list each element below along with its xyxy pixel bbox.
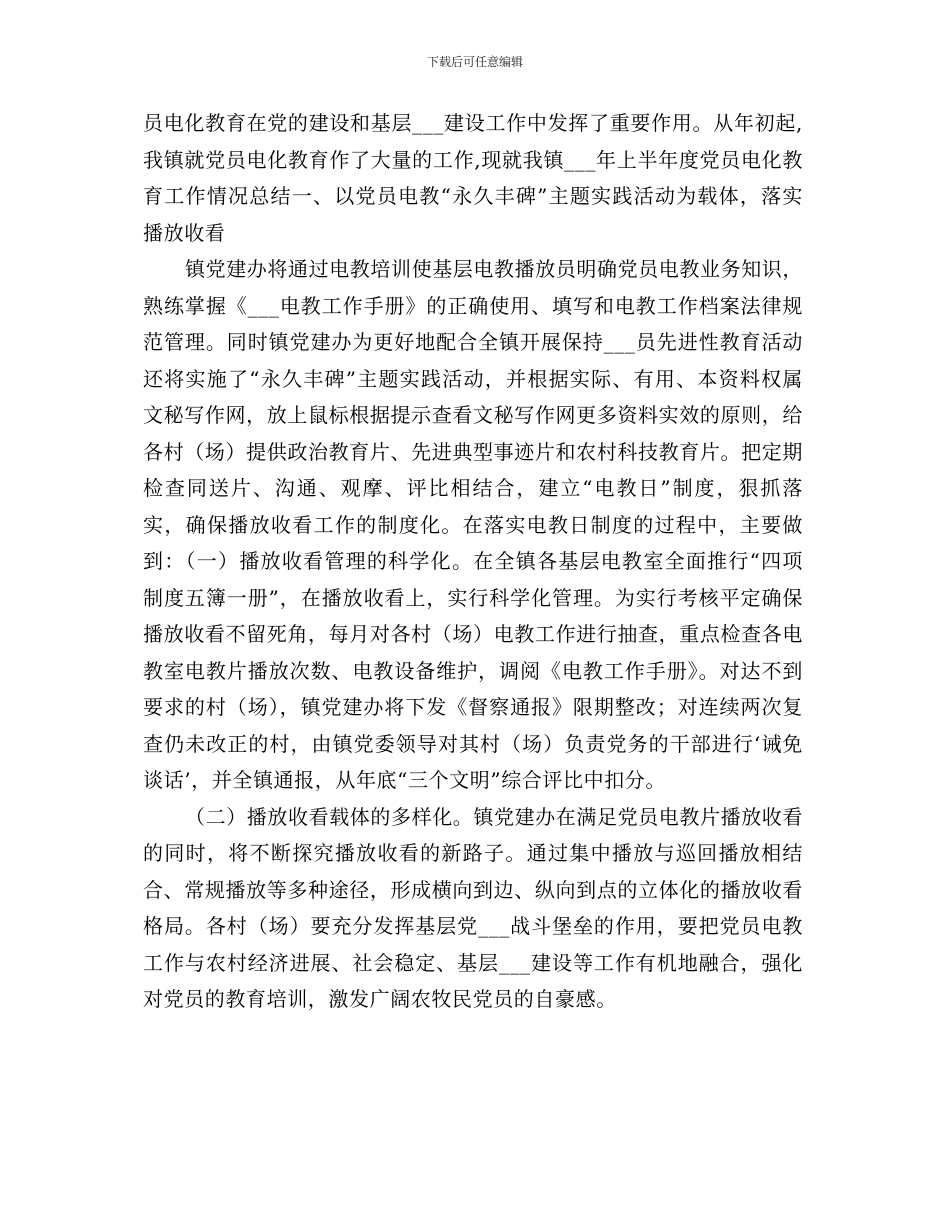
paragraph-main: 镇党建办将通过电教培训使基层电教播放员明确党员电教业务知识，熟练掌握《___电教工作手册》的正确使用、填写和电教工作档案法律规范管理。同时镇党建办为更好地配合全镇开展保持___员先进性教育活动还将实施了“永久丰碑”主题实践活动，并根据实际、有用、本资料权属文秘写作网，放上鼠标根据提示查看文秘写作网更多资料实效的原则，给各村（场）提供政治教育片、先进典型事迹片和农村科技教育片。把定期检查同送片、沟通、观摩、评比相结合，建立“电教日”制度，狠抓落实，确保播放收看工作的制度化。在落实电教日制度的过程中，主要做到：（一）播放收看管理的科学化。在全镇各基层电教室全面推行“四项制度五簿一册”，在播放收看上，实行科学化管理。为实行考核平定确保播放收看不留死角，每月对各村（场）电教工作进行抽查，重点检查各电教室电教片播放次数、电教设备维护，调阅《电教工作手册》。对达不到要求的村（场），镇党建办将下发《督察通报》限期整改；对连续两次复查仍未改正的村，由镇党委领导对其村（场）负责党务的干部进行‘诫免谈话’，并全镇通报，从年底“三个文明”综合评比中扣分。 xyxy=(143,257,803,792)
paragraph-intro: 员电化教育在党的建设和基层___建设工作中发挥了重要作用。从年初起,我镇就党员电化教育作了大量的工作,现就我镇___年上半年度党员电化教育工作情况总结一、以党员电教“永久丰碑”主题实践活动为载体，落实播放收看 xyxy=(143,111,803,245)
page-header: 下载后可任意编辑 xyxy=(426,55,523,69)
paragraph-section-two: （二）播放收看载体的多样化。镇党建办在满足党员电教片播放收看的同时，将不断探究播放收看的新路子。通过集中播放与巡回播放相结合、常规播放等多种途径，形成横向到边、纵向到点的立体化的播放收看格局。各村（场）要充分发挥基层党___战斗堡垒的作用，要把党员电教工作与农村经济进展、社会稳定、基层___建设等工作有机地融合，强化对党员的教育培训，激发广阔农牧民党员的自豪感。 xyxy=(143,804,803,1011)
document-body xyxy=(143,105,803,1018)
